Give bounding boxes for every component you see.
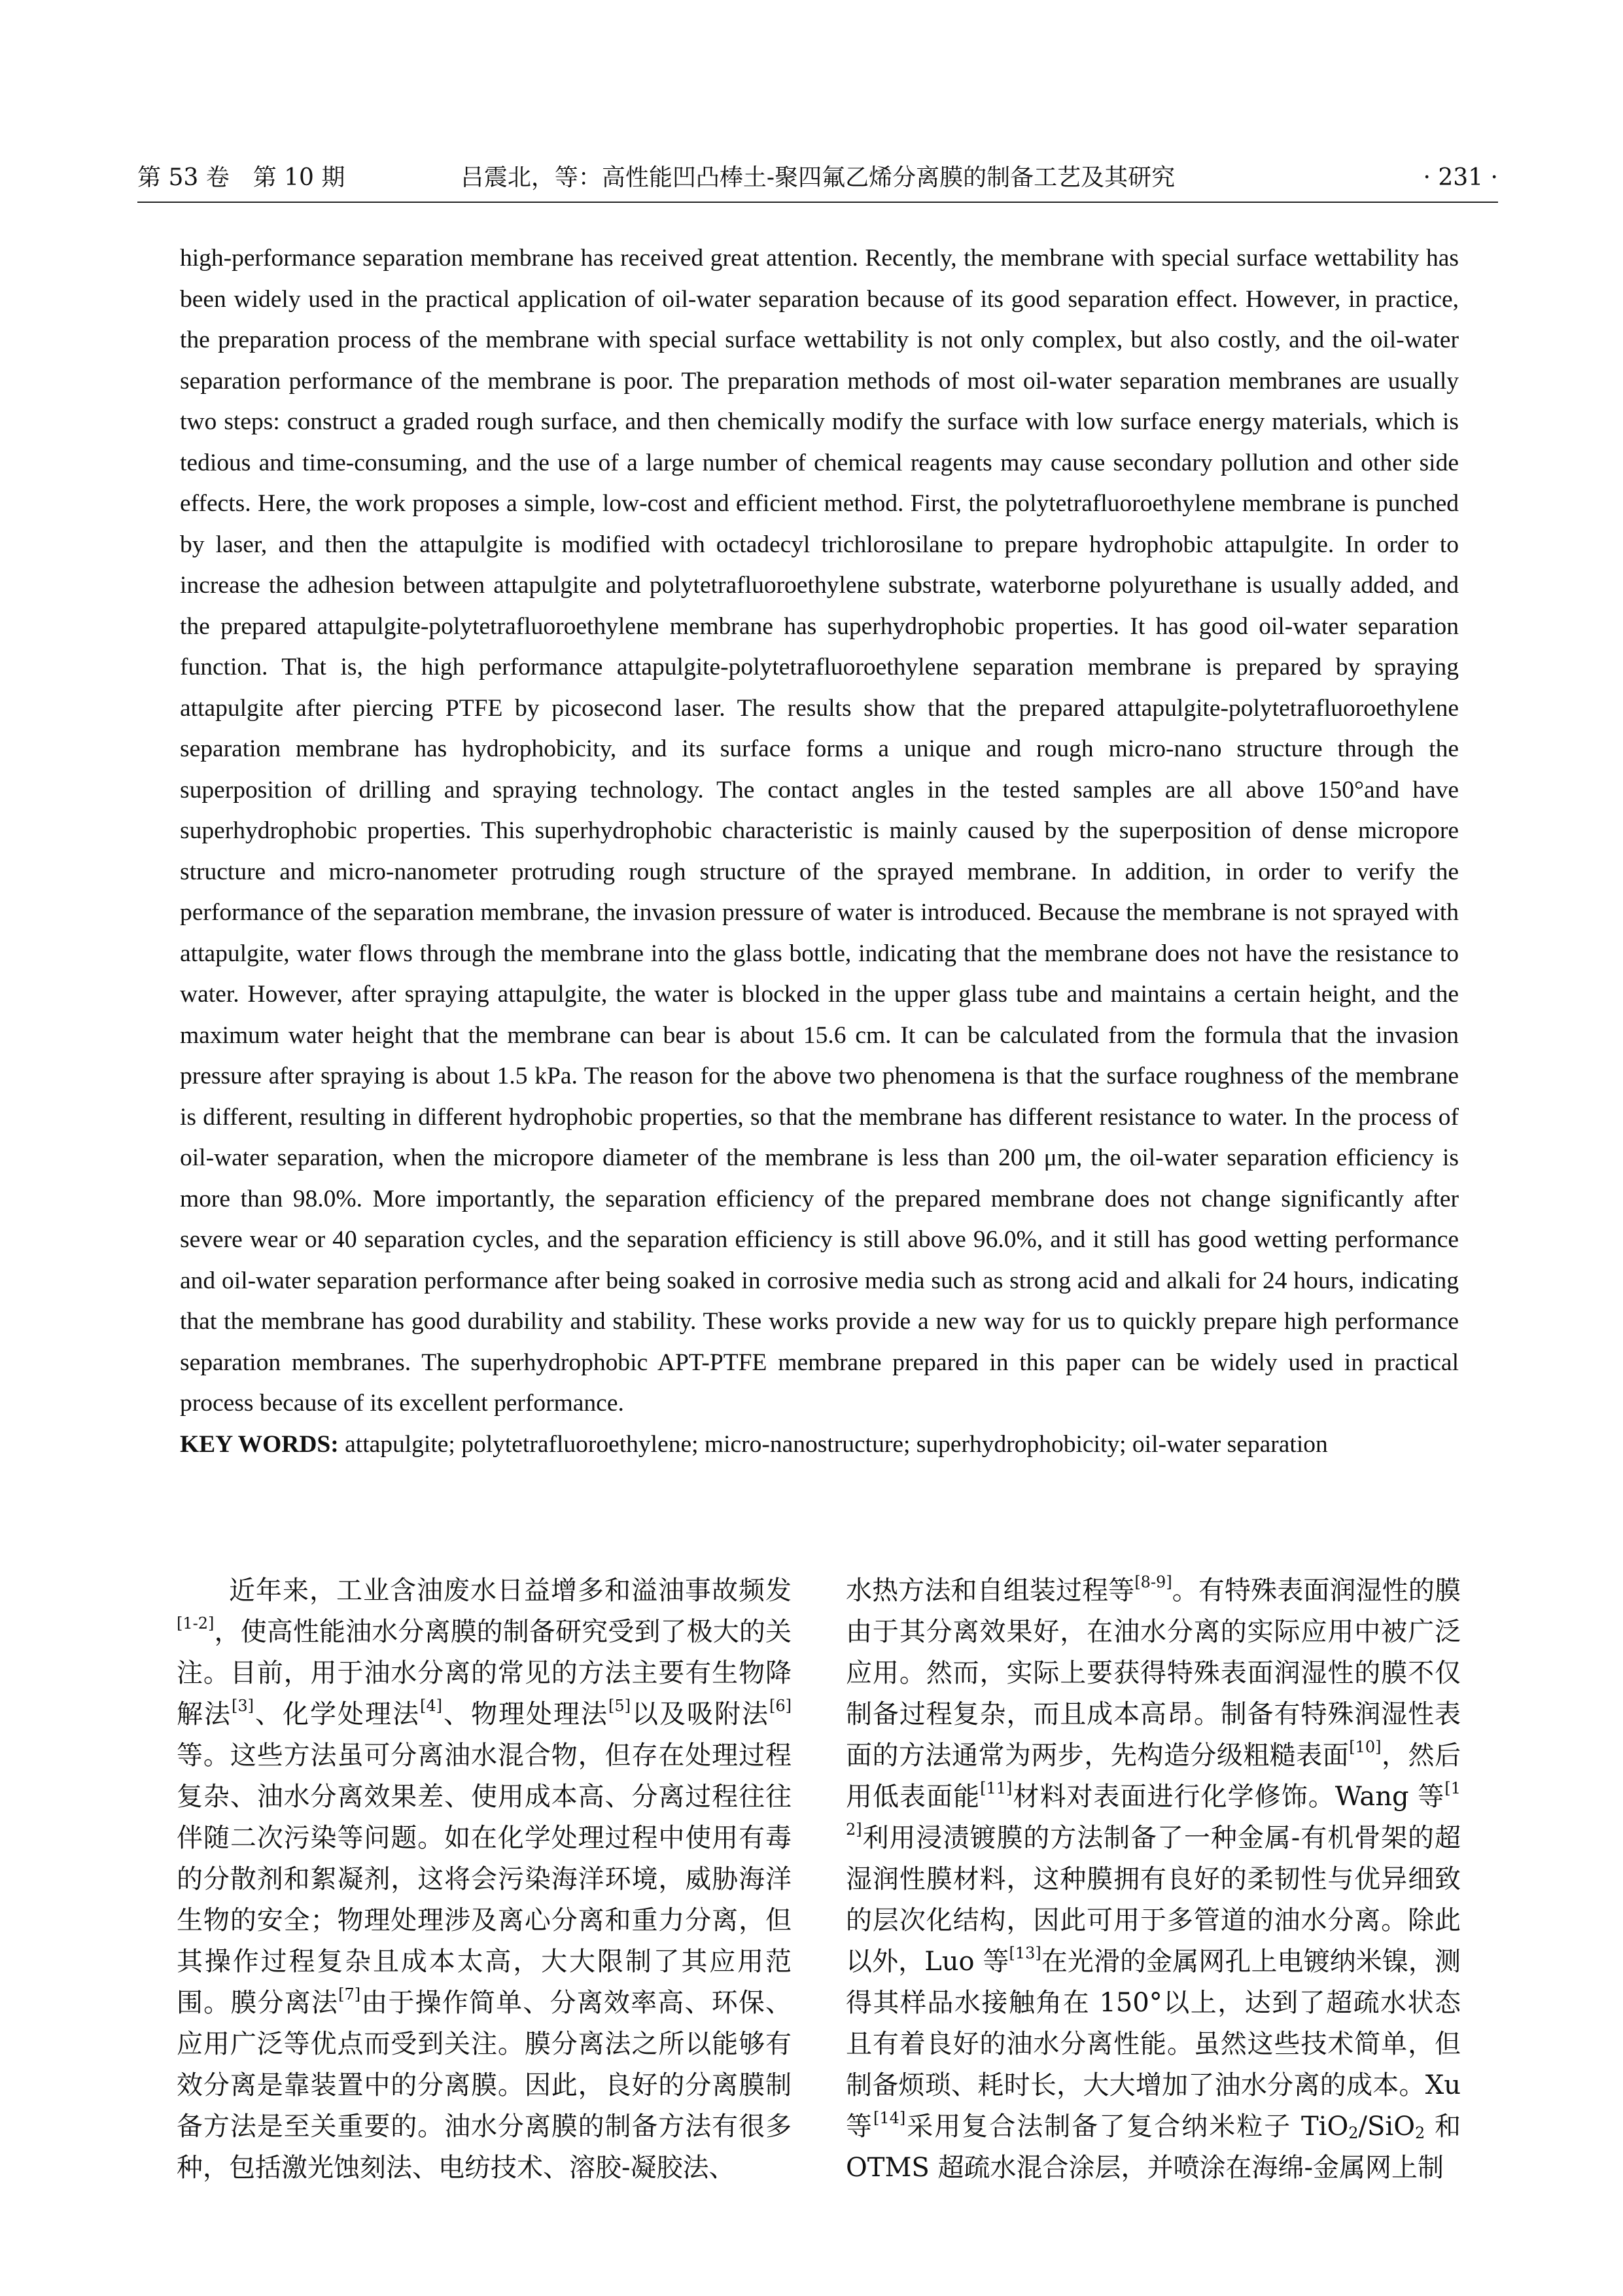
volume-issue: 第 53 卷 第 10 期 — [137, 164, 345, 191]
citation: [4] — [420, 1697, 442, 1715]
citation: [13] — [1009, 1944, 1041, 1962]
body-column-left — [177, 1570, 792, 2189]
text-run: ，使高性能油水分离膜的制备研究受到了极大的关注。目前，用于油水分离的常见的方法主要有生物降解法 — [177, 1617, 792, 1729]
text-run: 和 OTMS 超疏水混合涂层，并喷涂在海绵-金属网上制 — [846, 2111, 1461, 2183]
text-run: 材料对表面进行化学修饰。Wang 等 — [1012, 1782, 1445, 1812]
header-rule — [137, 202, 1498, 203]
citation: [5] — [608, 1697, 631, 1715]
running-head — [137, 157, 1498, 199]
text-run: 等。这些方法虽可分离油水混合物，但存在处理过程复杂、油水分离效果差、使用成本高、分离过程往往伴随二次污染等问题。如在化学处理过程中使用有毒的分散剂和絮凝剂，这将会污染海洋环境，威胁海洋生物的安全；物理处理涉及离心分离和重力分离，但其操作过程复杂且成本太高，大大限制了其应用范围。膜分离法 — [177, 1740, 792, 2018]
text-run: 水热方法和自组装过程等 — [846, 1576, 1135, 1606]
abstract-text: high-performance separation membrane has received great attention. Recently, the membrane with special surface wettability has been widely used in the practical application of oil-water separation because of its good separation effect. However, in practice, the preparation process of the membrane with special surface wettability is not only complex, but also costly, and the oil-water separation performance of the membrane is poor. The preparation methods of most oil-water separation membranes are usually two steps: construct a graded rough surface, and then chemically modify the surface with low surface energy materials, which is tedious and time-consuming, and the use of a large number of chemical reagents may cause secondary pollution and other side effects. Here, the work proposes a simple, low-cost and efficient method. First, the polytetrafluoroethylene membrane is punched by laser, and then the attapulgite is modified with octadecyl trichlorosilane to prepare hydrophobic attapulgite. In order to increase the adhesion between attapulgite and polytetrafluoroethylene substrate, waterborne polyurethane is usually added, and the prepared attapulgite-polytetrafluoroethylene membrane has superhydrophobic properties. It has good oil-water separation function. That is, the high performance attapulgite-polytetrafluoroethylene separation membrane is prepared by spraying attapulgite after piercing PTFE by picosecond laser. The results show that the prepared attapulgite-polytetrafluoroethylene separation membrane has hydrophobicity, and its surface forms a unique and rough micro-nano structure through the superposition of drilling and spraying technology. The contact angles in the tested samples are all above 150°and have superhydrophobic properties. This superhydrophobic characteristic is mainly caused by the superposition of dense micropore structure and micro-nanometer protruding rough structure of the sprayed membrane. In addition, in order to verify the performance of the separation membrane, the invasion pressure of water is introduced. Because the membrane is not sprayed with attapulgite, water flows through the membrane into the glass bottle, indicating that the membrane does not have the resistance to water. However, after spraying attapulgite, the water is blocked in the upper glass tube and maintains a certain height, and the maximum water height that the membrane can bear is about 15.6 cm. It can be calculated from the formula that the invasion pressure after spraying is about 1.5 kPa. The reason for the above two phenomena is that the surface roughness of the membrane is different, resulting in different hydrophobic properties, so that the membrane has different resistance to water. In the process of oil-water separation, when the micropore diameter of the membrane is less than 200 μm, the oil-water separation efficiency is more than 98.0%. More importantly, the separation efficiency of the prepared membrane does not change significantly after severe wear or 40 separation cycles, and the separation efficiency is still above 96.0%, and it still has good wetting performance and oil-water separation performance after being soaked in corrosive media such as strong acid and alkali for 24 hours, indicating that the membrane has good durability and stability. These works provide a new way for us to quickly prepare high performance separation membranes. The superhydrophobic APT-PTFE membrane prepared in this paper can be widely used in practical process because of its excellent performance. — [180, 245, 1459, 1417]
text-run: 以及吸附法 — [631, 1699, 769, 1729]
text-run: ，然后用低表面能 — [846, 1740, 1461, 1812]
citation: [3] — [232, 1697, 254, 1715]
text-run: 、物理处理法 — [442, 1699, 608, 1729]
text-run: /SiO — [1358, 2111, 1415, 2142]
body-paragraph — [846, 1570, 1461, 2189]
text-run: 在光滑的金属网孔上电镀纳米镍，测得其样品水接触角在 150°以上，达到了超疏水状态且有着良好的油水分离性能。虽然这些技术简单，但制备烦琐、耗时长，大大增加了油水分离的成本。Xu 等 — [846, 1947, 1461, 2142]
citation: [10] — [1349, 1738, 1382, 1756]
text-run: 。有特殊表面润湿性的膜由于其分离效果好，在油水分离的实际应用中被广泛应用。然而，实际上要获得特殊表面润湿性的膜不仅制备过程复杂，而且成本高昂。制备有特殊润湿性表面的方法通常为两步，先构造分级粗糙表面 — [846, 1576, 1461, 1771]
subscript: 2 — [1348, 2123, 1359, 2142]
subscript: 2 — [1415, 2123, 1425, 2142]
citation: [8-9] — [1134, 1573, 1172, 1591]
text-run: 由于操作简单、分离效率高、环保、应用广泛等优点而受到关注。膜分离法之所以能够有效分离是靠装置中的分离膜。因此，良好的分离膜制备方法是至关重要的。油水分离膜的制备方法有很多种，包括激光蚀刻法、电纺技术、溶胶-凝胶法、 — [177, 1988, 792, 2183]
keywords: attapulgite; polytetrafluoroethylene; micro-nanostructure; superhydrophobicity; oil-water separation — [345, 1430, 1328, 1458]
citation: [14] — [873, 2109, 906, 2127]
body-column-right — [846, 1570, 1461, 2189]
citation: [7] — [338, 1985, 361, 2004]
keywords-line — [180, 1424, 1459, 1466]
text-run: 、化学处理法 — [254, 1699, 420, 1729]
body-paragraph — [177, 1570, 792, 2189]
page-number: · 231 · — [1423, 164, 1498, 191]
citation: [11] — [980, 1779, 1013, 1797]
citation: [12] — [846, 1779, 1461, 1839]
citation: [6] — [769, 1697, 792, 1715]
keywords-label: KEY WORDS: — [180, 1430, 339, 1458]
citation: [1-2] — [177, 1614, 215, 1633]
text-run: 采用复合法制备了复合纳米粒子 TiO — [905, 2111, 1349, 2142]
text-run: 近年来，工业含油废水日益增多和溢油事故频发 — [229, 1576, 792, 1606]
text-run: 利用浸渍镀膜的方法制备了一种金属-有机骨架的超湿润性膜材料，这种膜拥有良好的柔韧性与优异细致的层次化结构，因此可用于多管道的油水分离。除此以外，Luo 等 — [846, 1823, 1461, 1977]
english-abstract — [180, 238, 1459, 1465]
running-title: 吕震北，等：高性能凹凸棒土-聚四氟乙烯分离膜的制备工艺及其研究 — [460, 164, 1176, 191]
